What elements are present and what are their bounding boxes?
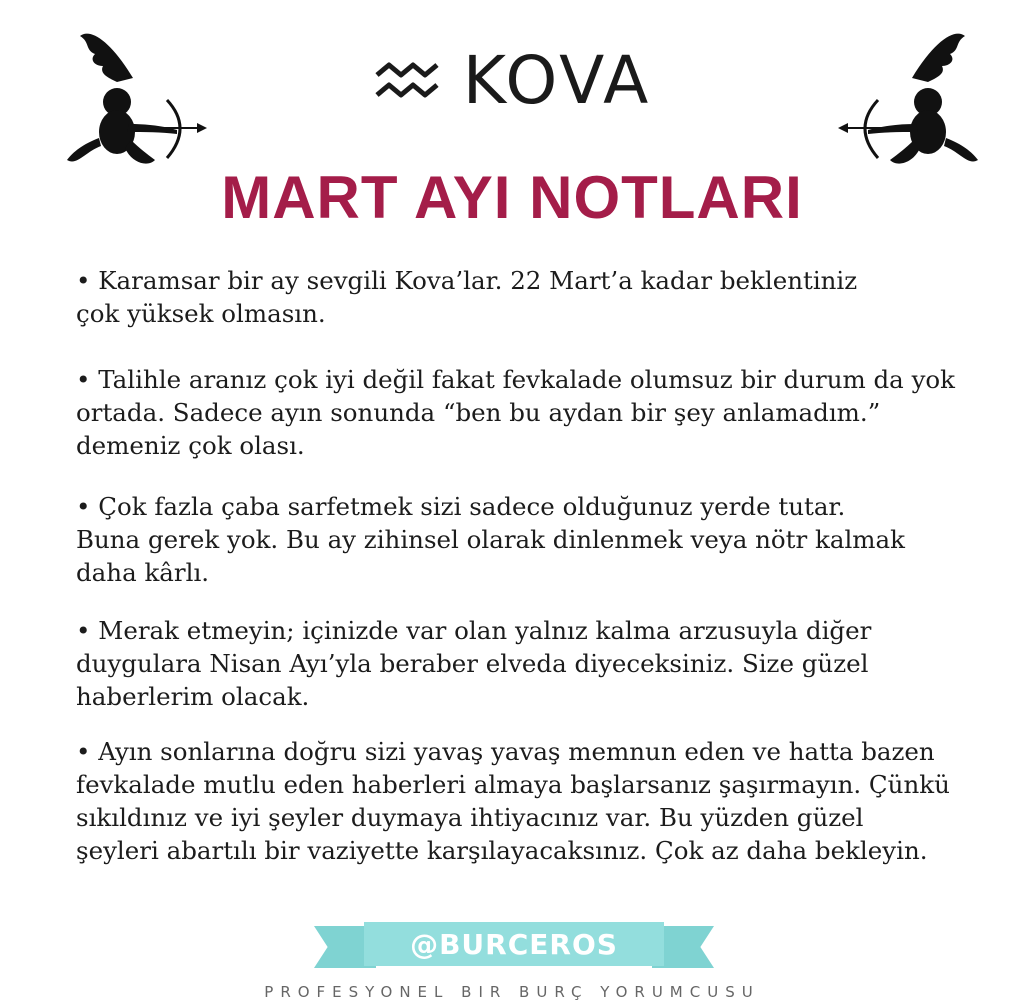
sign-header bbox=[0, 42, 1024, 119]
note-item: • Talihle aranız çok iyi değil fakat fevkalade olumsuz bir durum da yok ortada. Sadece ayın sonunda “ben bu aydan bir şey anlamadım.” demeniz çok olası. bbox=[76, 365, 956, 460]
handle-banner bbox=[314, 922, 714, 968]
note-item: • Merak etmeyin; içinizde var olan yalnız kalma arzusuyla diğer duygulara Nisan Ayı’yla beraber elveda diyeceksiniz. Size güzel haberlerim olacak. bbox=[76, 616, 872, 711]
sign-name: KOVA bbox=[462, 42, 652, 119]
note-item: • Ayın sonlarına doğru sizi yavaş yavaş memnun eden ve hatta bazen fevkalade mutlu eden haberleri almaya başlarsanız şaşırmayın. Çünkü sıkıldınız ve iyi şeyler duymaya ihtiyacınız var. Bu yüzden güzel şeyleri abartılı bir vaziyette karşılayacaksınız. Çok az daha bekleyin. bbox=[76, 737, 950, 865]
note-item: • Karamsar bir ay sevgili Kova’lar. 22 Mart’a kadar beklentiniz çok yüksek olmasın. bbox=[76, 266, 858, 328]
notes-list bbox=[76, 264, 976, 867]
tagline: PROFESYONEL BIR BURÇ YORUMCUSU bbox=[264, 983, 760, 1001]
note-item: • Çok fazla çaba sarfetmek sizi sadece olduğunuz yerde tutar. Buna gerek yok. Bu ay zihinsel olarak dinlenmek veya nötr kalmak daha kârlı. bbox=[76, 492, 905, 587]
handle-label: @BURCEROS bbox=[364, 922, 664, 966]
page-title: MART AYI NOTLARI bbox=[221, 164, 803, 231]
aquarius-symbol-icon bbox=[373, 59, 443, 103]
